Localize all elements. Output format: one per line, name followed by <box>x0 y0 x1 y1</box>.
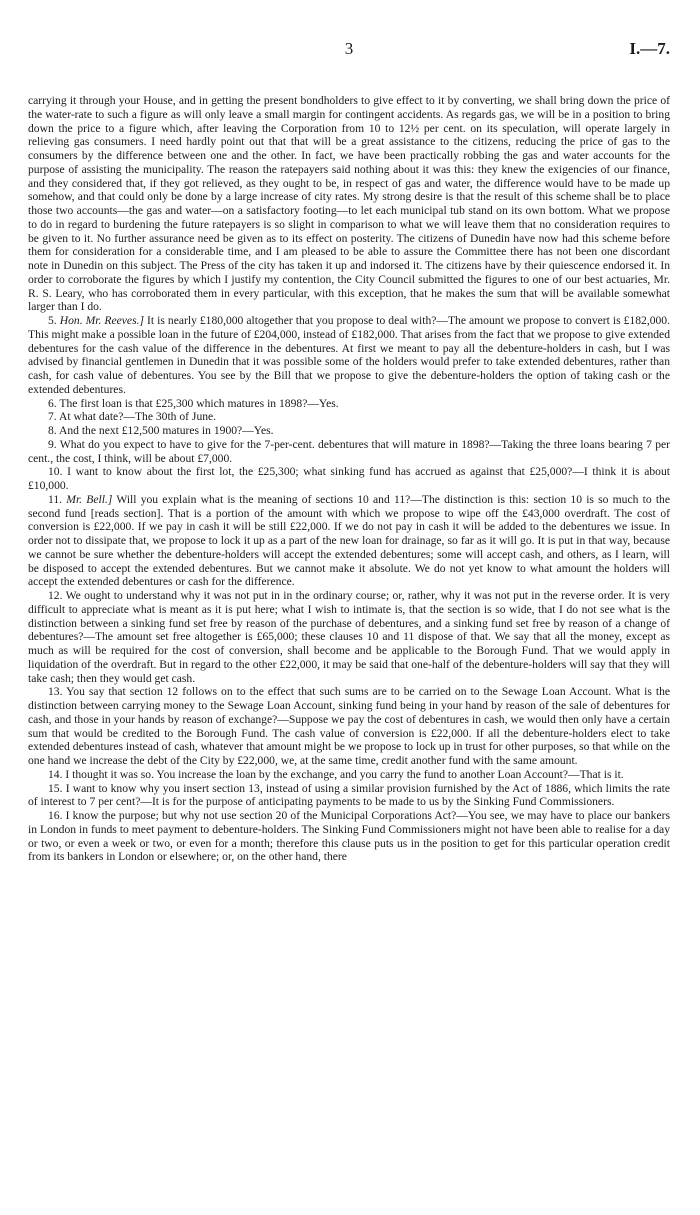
question-number: 15. <box>48 781 63 795</box>
question-number: 8. <box>48 424 57 437</box>
paragraph-text: carrying it through your House, and in getting the present bondholders to give effect to it by converting, we shall bring down the price of the water-rate to such a figure as will only leave a small margin for contingent accidents. As regards gas, we will be in a position to bring down the price to a figure which, after leaving the Corporation from 10 to 12½ per cent. on its speculation, will operate largely in relieving gas consumers. I need hardly point out that that will be a great assistance to the citizens, reducing the price of gas to the consumers by the difference between one and the other. In fact, we have been practically robbing the gas and water accounts for the purpose of assisting the municipality. The reason the ratepayers said nothing about it was this: they knew the exigencies of our finance, and they considered that, if they got relieved, as they ought to be, in respect of gas and water, the difference would have to be made up somehow, and that could only be done by a large increase of city rates. My strong desire is that the result of this scheme shall be to place those two accounts—the gas and water—on a satisfactory footing—to let each municipal tub stand on its own bottom. What we propose to do in regard to burdening the future ratepayers is so slight in comparison to what we will leave them that no consideration requires to be given to it. No further assurance need be given as to its effect on posterity. The citizens of Dunedin have now had this scheme before them for consideration for a considerable time, and I am pleased to be able to assure the Committee there has not been one discordant note in Dunedin on this subject. The Press of the city has taken it up and indorsed it. The citizens have by their quiescence endorsed it. In order to corroborate the figures by which I justify my contention, the City Council submitted the figures to one of our best actuaries, Mr. R. S. Leary, who has corroborated them in every particular, with this exception, that he makes the sum that will be available somewhat larger than I do. <box>28 94 670 314</box>
question-text: What do you expect to have to give for the 7-per-cent. debentures that will mature in 1898?—Taking the three loans bearing 7 per cent., the cost, I think, will be about £7,000. <box>28 437 670 465</box>
question-text: I want to know why you insert section 13, instead of using a similar provision furnished by the Act of 1886, which limits the rate of interest to 7 per cent?—It is for the purpose of anticipating payments to be made to us by the Sinking Fund Commissioners. <box>28 781 670 809</box>
question-text: I know the purpose; but why not use section 20 of the Municipal Corporations Act?—You see, we may have to place our bankers in London in funds to meet payment to debenture-holders. The Sinking Fund Commissioners might not have been able to realise for a day or two, or even a week or two, or even for a month; therefore this clause puts us in the position to get for this particular operation credit from its bankers in London or elsewhere; or, on the other hand, there <box>28 809 670 864</box>
question-text: You say that section 12 follows on to the effect that such sums are to be carried on to the Sewage Loan Account. What is the distinction between carrying money to the Sewage Loan Account, sinking fund being in your hand by reason of the sale of debentures for cash, and those in your hands by reason of exchange?—Suppose we pay the cost of debentures in cash, we would then only have a certain sum that would be credited to the Borough Fund. The cash value of conversion is £22,000. If all the debenture-holders elect to take extended debentures instead of cash, whatever that amount might be we propose to lock up in trust for other purposes, so that while on the one hand we increase the debt of the City by £22,000, we, at the same time, credit another fund with the same amount. <box>28 685 671 767</box>
question-number: 13. <box>48 685 63 699</box>
question-number: 16. <box>48 809 63 822</box>
question-16 <box>28 809 670 864</box>
document-body <box>28 94 670 864</box>
question-text: Will you explain what is the meaning of sections 10 and 11?—The distinction is this: section 10 is so much to the second fund [reads section]. That is a portion of the amount with which we propose to wipe off the £43,000 overdraft. The cost of conversion is £22,000. If we pay in cash it will be still £22,000. If we do not pay in cash it will be added to the debentures we issue. In order not to dissipate that, we propose to lock it up as a part of the new loan for drainage, so far as it will go. It is put in that way, because we cannot be sure whether the debenture-holders will accept the extended debentures; some will accept cash, and others, as I learn, will be disposed to accept the extended debentures. But we cannot make it absolute. We do not yet know to what amount the holders will accept the extended debentures or cash for the difference. <box>28 492 671 589</box>
question-number: 6. <box>48 396 57 410</box>
question-5 <box>28 314 670 397</box>
document-series-number: I.—7. <box>629 39 670 58</box>
question-number: 9. <box>48 437 57 451</box>
question-text: I thought it was so. You increase the loan by the exchange, and you carry the fund to another Loan Account?—That is it. <box>65 767 624 781</box>
question-6 <box>28 397 670 411</box>
question-text: We ought to understand why it was not put in in the ordinary course; or, rather, why it was not put in the reverse order. It is very difficult to appreciate what is meant as it is put here; what I wish to intimate is, that the section is so wide, that I do not see what is the distinction between a sinking fund set free by reason of the purchase of debentures, and a sinking fund set free by reason of a change of debentures?—The amount set free altogether is £65,000; these clauses 10 and 11 dispose of that. We say that all the money, except as much as will be required for the cost of conversion, shall become and be applicable to the Borough Fund. That we would apply in liquidation of the overdraft. But in regard to the other £22,000, it may be said that one-half of the debenture-holders will say that they will take cash; then they would get cash. <box>28 589 670 685</box>
question-9 <box>28 438 670 466</box>
question-number: 12. <box>48 589 63 602</box>
question-number: 7. <box>48 410 57 424</box>
question-15 <box>28 782 670 810</box>
speaker-name: Mr. Bell.] <box>66 492 113 506</box>
page-number: 3 <box>344 39 354 58</box>
question-text: At what date?—The 30th of June. <box>58 410 217 424</box>
paragraph-intro <box>28 94 670 314</box>
question-8 <box>28 424 670 438</box>
question-12 <box>28 589 670 685</box>
question-text: And the next £12,500 matures in 1900?—Yes. <box>58 424 274 437</box>
question-7 <box>28 410 670 424</box>
question-14 <box>28 768 670 782</box>
speaker-name: Hon. Mr. Reeves.] <box>59 314 145 327</box>
question-number: 10. <box>48 465 63 479</box>
question-text: The first loan is that £25,300 which matures in 1898?—Yes. <box>59 396 339 410</box>
page-header <box>28 38 670 60</box>
question-10 <box>28 465 670 493</box>
question-number: 5. <box>48 314 57 327</box>
question-text: It is nearly £180,000 altogether that you propose to deal with?—The amount we propose to convert is £182,000. This might make a possible loan in the future of £204,000, instead of £182,000. That arises from the fact that we propose to give extended debentures for the cash value of the difference in the debentures. At first we meant to pay all the debenture-holders in cash, but I was advised by financial gentlemen in Dunedin that it was possible some of the holders would prefer to take extended debentures, rather than cash, for cash value of debentures. You see by the Bill that we propose to give the debenture-holders the option of taking cash or the extended debentures. <box>28 314 671 396</box>
question-11 <box>28 493 670 589</box>
question-number: 11. <box>48 492 63 506</box>
question-13 <box>28 685 670 768</box>
question-text: I want to know about the first lot, the £25,300; what sinking fund has accrued as against that £25,000?—I think it is about £10,000. <box>28 465 671 492</box>
question-number: 14. <box>48 767 63 781</box>
